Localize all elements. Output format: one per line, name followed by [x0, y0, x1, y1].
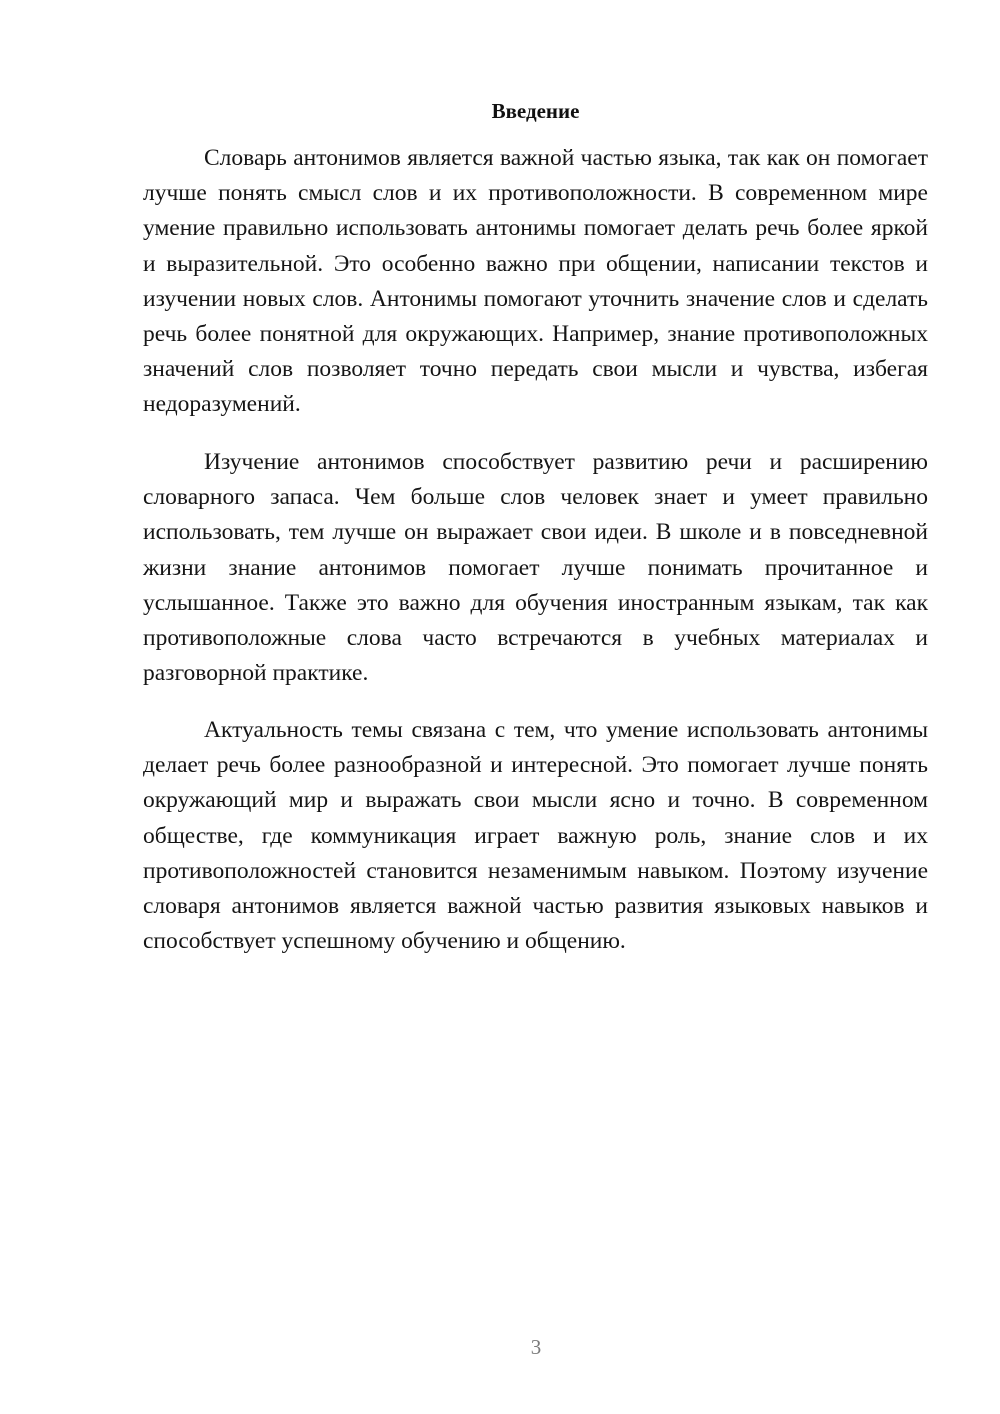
paragraph-2: Изучение антонимов способствует развитию речи и расширению словарного запаса. Чем больше слов человек знает и умеет правильно использовать, тем лучше он выражает свои идеи. В школе и в повседневной жизни знание антонимов помогает лучше понимать прочитанное и услышанное. Также это важно для обучения иностранным языкам, так как противоположные слова часто встречаются в учебных материалах и разговорной практике. [143, 449, 928, 687]
paragraph-3: Актуальность темы связана с тем, что умение использовать антонимы делает речь более разнообразной и интересной. Это помогает лучше понять окружающий мир и выражать свои мысли ясно и точно. В современном обществе, где коммуникация играет важную роль, знание слов и их противоположностей становится незаменимым навыком. Поэтому изучение словаря антонимов является важной частью развития языковых навыков и способствует успешному обучению и общению. [143, 717, 928, 955]
page-number: 3 [530, 1335, 542, 1359]
section-heading: Введение [491, 99, 580, 123]
paragraph-1: Словарь антонимов является важной частью языка, так как он помогает лучше понять смысл слов и их противоположности. В современном мире умение правильно использовать антонимы помогает делать речь более яркой и выразительной. Это особенно важно при общении, написании текстов и изучении новых слов. Антонимы помогают уточнить значение слов и сделать речь более понятной для окружающих. Например, знание противоположных значений слов позволяет точно передать свои мысли и чувства, избегая недоразумений. [143, 145, 928, 418]
